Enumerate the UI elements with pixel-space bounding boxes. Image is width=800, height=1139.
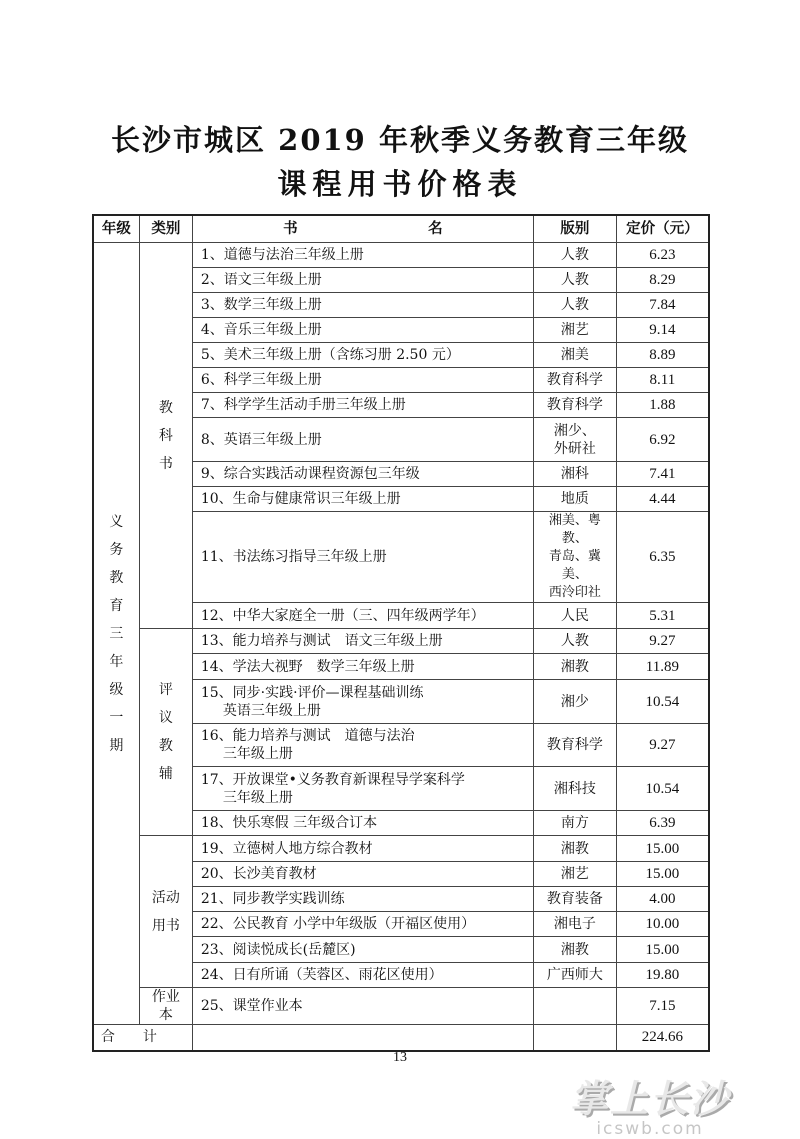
price: 6.23 — [616, 243, 709, 268]
grade-char: 义 — [109, 513, 124, 530]
publisher: 人教 — [533, 293, 616, 318]
book-name: 9、综合实践活动课程资源包三年级 — [192, 462, 533, 487]
publisher — [533, 418, 616, 462]
publisher: 人教 — [533, 268, 616, 293]
price: 19.80 — [616, 963, 709, 988]
grade-char: 级 — [109, 681, 124, 698]
book-name-line: 16、能力培养与测试 道德与法治 — [200, 728, 415, 744]
book-name: 19、立德树人地方综合教材 — [192, 836, 533, 862]
book-name: 3、数学三年级上册 — [192, 293, 533, 318]
price: 7.41 — [616, 462, 709, 487]
grade-char: 期 — [109, 737, 124, 754]
table-header-row — [93, 215, 709, 243]
book-name: 14、学法大视野 数学三年级上册 — [192, 654, 533, 680]
table-row — [93, 629, 709, 654]
price: 8.11 — [616, 368, 709, 393]
total-row — [93, 1025, 709, 1051]
total-name-empty — [192, 1025, 533, 1051]
book-name: 13、能力培养与测试 语文三年级上册 — [192, 629, 533, 654]
publisher: 人教 — [533, 243, 616, 268]
publisher-line: 湘少、 — [553, 422, 596, 439]
page-number: 13 — [393, 1050, 407, 1065]
price: 15.00 — [616, 836, 709, 862]
category-review — [139, 629, 192, 836]
header-publisher: 版别 — [533, 215, 616, 243]
header-grade: 年级 — [93, 215, 139, 243]
book-name: 7、科学学生活动手册三年级上册 — [192, 393, 533, 418]
price-table — [92, 214, 710, 1052]
publisher: 地质 — [533, 487, 616, 512]
publisher: 湘教 — [533, 937, 616, 963]
book-name: 2、语文三年级上册 — [192, 268, 533, 293]
book-name: 20、长沙美育教材 — [192, 862, 533, 887]
price: 10.00 — [616, 912, 709, 937]
category-textbook — [139, 243, 192, 629]
price: 9.14 — [616, 318, 709, 343]
price: 7.15 — [616, 988, 709, 1025]
price: 15.00 — [616, 862, 709, 887]
book-name: 1、道德与法治三年级上册 — [192, 243, 533, 268]
publisher: 教育科学 — [533, 393, 616, 418]
grade-char: 务 — [109, 541, 124, 558]
publisher: 湘美 — [533, 343, 616, 368]
category-char: 评 — [158, 682, 173, 698]
table-row — [93, 836, 709, 862]
price: 6.39 — [616, 811, 709, 836]
price: 11.89 — [616, 654, 709, 680]
book-name-line: 17、开放课堂•义务教育新课程导学案科学 — [200, 771, 465, 788]
book-name: 6、科学三年级上册 — [192, 368, 533, 393]
publisher: 教育装备 — [533, 887, 616, 912]
book-name: 21、同步教学实践训练 — [192, 887, 533, 912]
book-name: 4、音乐三年级上册 — [192, 318, 533, 343]
price: 15.00 — [616, 937, 709, 963]
publisher: 广西师大 — [533, 963, 616, 988]
book-name: 5、美术三年级上册（含练习册 2.50 元） — [192, 343, 533, 368]
publisher: 人民 — [533, 603, 616, 629]
price: 4.00 — [616, 887, 709, 912]
price: 6.35 — [616, 512, 709, 603]
total-label: 合计 — [93, 1025, 192, 1051]
publisher — [533, 512, 616, 603]
book-name — [192, 680, 533, 724]
table-row — [93, 988, 709, 1025]
category-homework: 作业本 — [139, 988, 192, 1025]
category-char: 辅 — [158, 766, 173, 782]
total-publisher-empty — [533, 1025, 616, 1051]
table-row — [93, 243, 709, 268]
publisher: 教育科学 — [533, 368, 616, 393]
header-price: 定价（元） — [616, 215, 709, 243]
category-line: 活动 — [151, 889, 180, 906]
book-name — [192, 724, 533, 767]
book-name: 23、阅读悦成长(岳麓区) — [192, 937, 533, 963]
publisher: 湘电子 — [533, 912, 616, 937]
book-name: 25、课堂作业本 — [192, 988, 533, 1025]
book-name — [192, 767, 533, 811]
price: 8.89 — [616, 343, 709, 368]
publisher: 湘艺 — [533, 318, 616, 343]
price: 1.88 — [616, 393, 709, 418]
grade-char: 三 — [109, 625, 124, 642]
publisher: 湘教 — [533, 654, 616, 680]
price: 10.54 — [616, 767, 709, 811]
book-name: 18、快乐寒假 三年级合订本 — [192, 811, 533, 836]
price: 7.84 — [616, 293, 709, 318]
book-name: 22、公民教育 小学中年级版（开福区使用） — [192, 912, 533, 937]
book-name: 11、书法练习指导三年级上册 — [192, 512, 533, 603]
publisher: 湘科 — [533, 462, 616, 487]
book-name: 24、日有所诵（芙蓉区、雨花区使用） — [192, 963, 533, 988]
book-name-line: 三年级上册 — [222, 746, 293, 762]
grade-char: 年 — [109, 653, 124, 670]
publisher: 湘少 — [533, 680, 616, 724]
publisher: 湘科技 — [533, 767, 616, 811]
publisher-line: 青岛、冀美、 — [548, 549, 601, 582]
book-name-line: 三年级上册 — [222, 789, 293, 806]
grade-char: 育 — [109, 597, 124, 614]
header-category: 类别 — [139, 215, 192, 243]
book-name-line: 15、同步·实践·评价—课程基础训练 — [200, 684, 424, 701]
watermark-chinese: 掌上长沙 — [569, 1077, 730, 1121]
category-char: 科 — [158, 427, 173, 444]
publisher-line: 外研社 — [553, 440, 596, 457]
publisher-line: 湘美、粤教、 — [548, 513, 601, 546]
header-book-name: 书 名 — [192, 215, 533, 243]
publisher: 湘教 — [533, 836, 616, 862]
watermark-domain: icswb.com — [596, 1119, 704, 1139]
category-char: 教 — [158, 738, 173, 754]
publisher: 教育科学 — [533, 724, 616, 767]
grade-cell — [93, 243, 139, 1025]
category-char: 议 — [158, 710, 173, 726]
price: 6.92 — [616, 418, 709, 462]
document-title-line2: 课程用书价格表 — [277, 167, 523, 201]
book-name-line: 英语三年级上册 — [222, 702, 321, 719]
category-activity — [139, 836, 192, 988]
publisher — [533, 988, 616, 1025]
publisher-line: 西泠印社 — [548, 585, 601, 600]
watermark-logo — [540, 1068, 760, 1139]
total-price: 224.66 — [616, 1025, 709, 1051]
price: 9.27 — [616, 724, 709, 767]
document-title-line1: 长沙市城区 2019 年秋季义务教育三年级 — [111, 123, 689, 157]
price: 4.44 — [616, 487, 709, 512]
price: 5.31 — [616, 603, 709, 629]
grade-char: 一 — [109, 709, 124, 726]
category-char: 书 — [158, 455, 173, 472]
price: 9.27 — [616, 629, 709, 654]
book-name: 12、中华大家庭全一册（三、四年级两学年） — [192, 603, 533, 629]
book-name: 8、英语三年级上册 — [192, 418, 533, 462]
book-name: 10、生命与健康常识三年级上册 — [192, 487, 533, 512]
price: 10.54 — [616, 680, 709, 724]
price: 8.29 — [616, 268, 709, 293]
publisher: 人教 — [533, 629, 616, 654]
publisher: 湘艺 — [533, 862, 616, 887]
publisher: 南方 — [533, 811, 616, 836]
category-line: 用书 — [151, 917, 180, 934]
grade-char: 教 — [109, 569, 124, 586]
category-char: 教 — [158, 399, 173, 416]
